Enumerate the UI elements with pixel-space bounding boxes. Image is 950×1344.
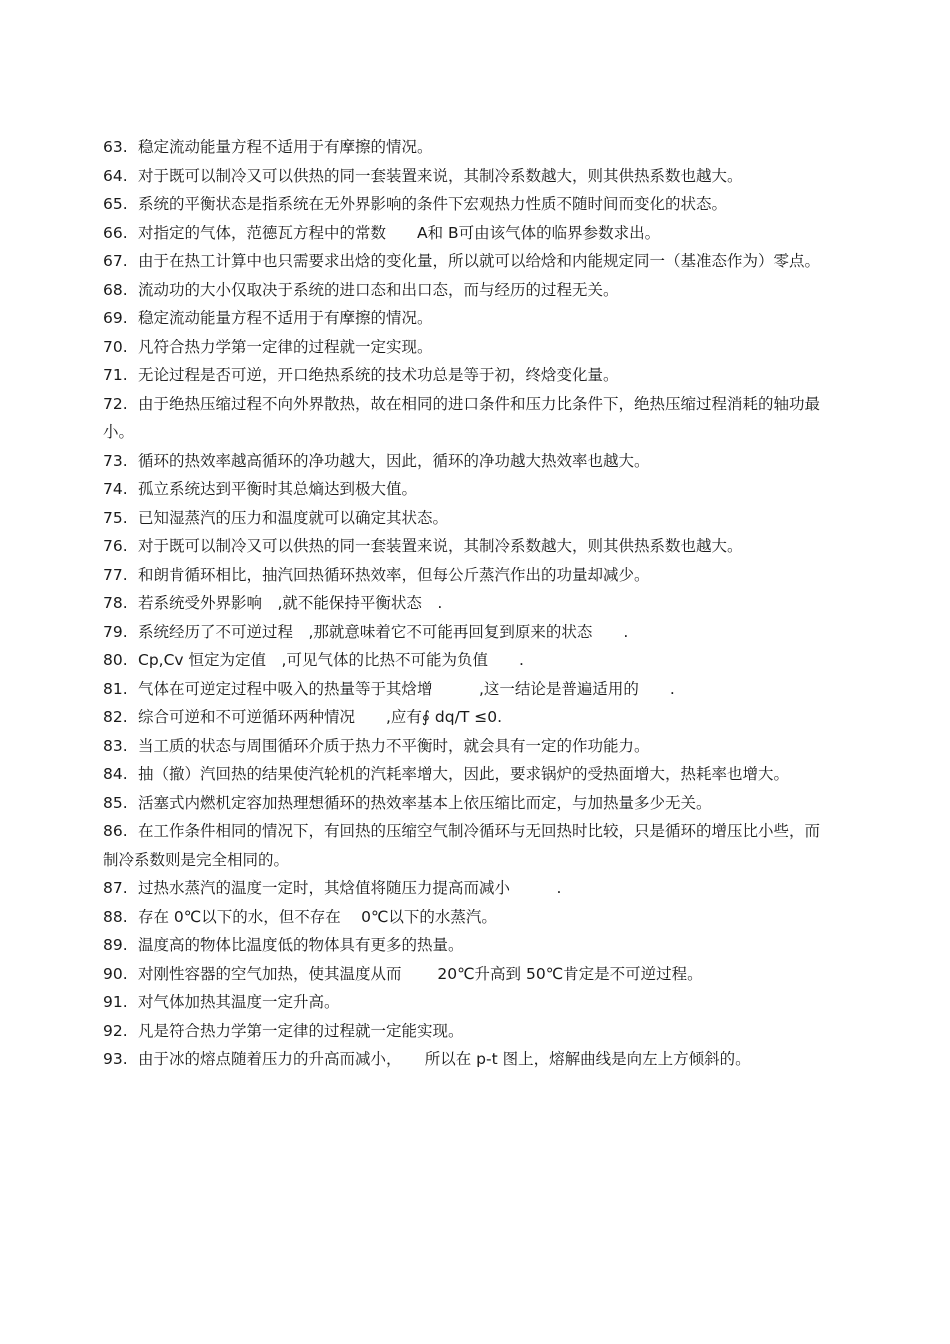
item-text: 温度高的物体比温度低的物体具有更多的热量。 <box>138 936 464 954</box>
list-item <box>103 874 833 903</box>
list-item <box>103 304 833 333</box>
item-text: 由于在热工计算中也只需要求出焓的变化量，所以就可以给焓和内能规定同一（基准态作为）零点。 <box>138 252 821 270</box>
list-item <box>103 447 833 476</box>
item-number: 81. <box>103 679 128 698</box>
list-item <box>103 760 833 789</box>
item-text: 对于既可以制冷又可以供热的同一套装置来说，其制冷系数越大，则其供热系数也越大。 <box>138 166 743 185</box>
item-text: 气体在可逆定过程中吸入的热量等于其焓增 ,这一结论是普遍适用的 . <box>138 679 675 698</box>
list-item <box>103 988 833 1017</box>
list-item <box>103 1017 833 1046</box>
item-text: 过热水蒸汽的温度一定时，其焓值将随压力提高而减小 . <box>138 879 562 897</box>
item-text: 对刚性容器的空气加热，使其温度从而 20℃升高到 50℃肯定是不可逆过程。 <box>138 964 703 983</box>
list-item <box>103 675 833 704</box>
item-number: 92. <box>103 1021 128 1040</box>
item-text: 在工作条件相同的情况下，有回热的压缩空气制冷循环与无回热时比较，只是循环的增压比小些，而制冷系数则是完全相同的。 <box>103 822 821 869</box>
list-item <box>103 219 833 248</box>
item-number: 66. <box>103 223 128 242</box>
item-text: 综合可逆和不可逆循环两种情况 ,应有∮ dq/T ≤0. <box>138 708 503 726</box>
list-item <box>103 475 833 504</box>
list-item <box>103 133 833 162</box>
item-number: 70. <box>103 337 128 356</box>
statement-list <box>103 133 833 1074</box>
list-item <box>103 190 833 219</box>
list-item <box>103 931 833 960</box>
item-number: 84. <box>103 765 128 783</box>
item-number: 76. <box>103 537 128 555</box>
item-number: 75. <box>103 508 128 527</box>
item-number: 77. <box>103 565 128 584</box>
list-item <box>103 903 833 932</box>
list-item <box>103 618 833 647</box>
item-number: 63. <box>103 138 128 156</box>
item-number: 71. <box>103 366 128 384</box>
item-text: 活塞式内燃机定容加热理想循环的热效率基本上依压缩比而定，与加热量多少无关。 <box>138 793 712 812</box>
item-number: 82. <box>103 708 128 726</box>
item-number: 93. <box>103 1050 128 1068</box>
list-item <box>103 276 833 305</box>
item-number: 67. <box>103 252 128 270</box>
list-item <box>103 817 833 874</box>
item-number: 69. <box>103 309 128 327</box>
item-number: 72. <box>103 394 128 413</box>
item-text: 已知湿蒸汽的压力和温度就可以确定其状态。 <box>138 508 449 527</box>
list-item <box>103 504 833 533</box>
item-text: 抽（撤）汽回热的结果使汽轮机的汽耗率增大，因此，要求锅炉的受热面增大，热耗率也增大。 <box>138 765 790 783</box>
list-item <box>103 732 833 761</box>
item-number: 64. <box>103 166 128 185</box>
item-text: 当工质的状态与周围循环介质于热力不平衡时，就会具有一定的作功能力。 <box>138 736 650 755</box>
item-text: 凡是符合热力学第一定律的过程就一定能实现。 <box>138 1021 464 1040</box>
list-item <box>103 162 833 191</box>
item-text: 循环的热效率越高循环的净功越大，因此，循环的净功越大热效率也越大。 <box>138 451 650 470</box>
item-text: 稳定流动能量方程不适用于有摩擦的情况。 <box>138 138 433 156</box>
item-number: 83. <box>103 736 128 755</box>
item-number: 91. <box>103 993 128 1011</box>
item-text: 对于既可以制冷又可以供热的同一套装置来说，其制冷系数越大，则其供热系数也越大。 <box>138 537 743 555</box>
item-number: 80. <box>103 651 128 669</box>
list-item <box>103 361 833 390</box>
item-number: 88. <box>103 907 128 926</box>
item-text: 系统经历了不可逆过程 ,那就意味着它不可能再回复到原来的状态 . <box>138 622 629 641</box>
list-item <box>103 960 833 989</box>
item-number: 79. <box>103 622 128 641</box>
item-number: 73. <box>103 451 128 470</box>
list-item <box>103 589 833 618</box>
list-item <box>103 390 833 447</box>
item-number: 87. <box>103 879 128 897</box>
item-number: 74. <box>103 480 128 498</box>
item-text: 无论过程是否可逆，开口绝热系统的技术功总是等于初，终焓变化量。 <box>138 366 619 384</box>
item-text: 稳定流动能量方程不适用于有摩擦的情况。 <box>138 309 433 327</box>
item-number: 65. <box>103 195 128 213</box>
item-text: 孤立系统达到平衡时其总熵达到极大值。 <box>138 480 418 498</box>
item-text: 系统的平衡状态是指系统在无外界影响的条件下宏观热力性质不随时间而变化的状态。 <box>138 195 728 213</box>
list-item <box>103 703 833 732</box>
list-item <box>103 646 833 675</box>
item-text: 和朗肯循环相比，抽汽回热循环热效率，但每公斤蒸汽作出的功量却减少。 <box>138 565 650 584</box>
list-item <box>103 1045 833 1074</box>
item-text: Cp,Cv 恒定为定值 ,可见气体的比热不可能为负值 . <box>138 651 524 669</box>
item-number: 78. <box>103 594 128 612</box>
item-text: 由于冰的熔点随着压力的升高而减小， 所以在 p-t 图上，熔解曲线是向左上方倾斜的。 <box>138 1050 751 1068</box>
item-number: 68. <box>103 280 128 299</box>
item-text: 流动功的大小仅取决于系统的进口态和出口态，而与经历的过程无关。 <box>138 280 619 299</box>
list-item <box>103 561 833 590</box>
item-number: 85. <box>103 793 128 812</box>
list-item <box>103 789 833 818</box>
item-number: 86. <box>103 822 128 840</box>
item-number: 89. <box>103 936 128 954</box>
list-item <box>103 247 833 276</box>
item-text: 对指定的气体，范德瓦方程中的常数 A和 B可由该气体的临界参数求出。 <box>138 223 661 242</box>
list-item <box>103 333 833 362</box>
item-text: 由于绝热压缩过程不向外界散热，故在相同的进口条件和压力比条件下，绝热压缩过程消耗的轴功最小。 <box>103 394 821 441</box>
item-text: 对气体加热其温度一定升高。 <box>138 993 340 1011</box>
item-text: 凡符合热力学第一定律的过程就一定实现。 <box>138 337 433 356</box>
item-number: 90. <box>103 964 128 983</box>
list-item <box>103 532 833 561</box>
item-text: 存在 0℃以下的水，但不存在 0℃以下的水蒸汽。 <box>138 907 497 926</box>
item-text: 若系统受外界影响 ,就不能保持平衡状态 . <box>138 594 443 612</box>
